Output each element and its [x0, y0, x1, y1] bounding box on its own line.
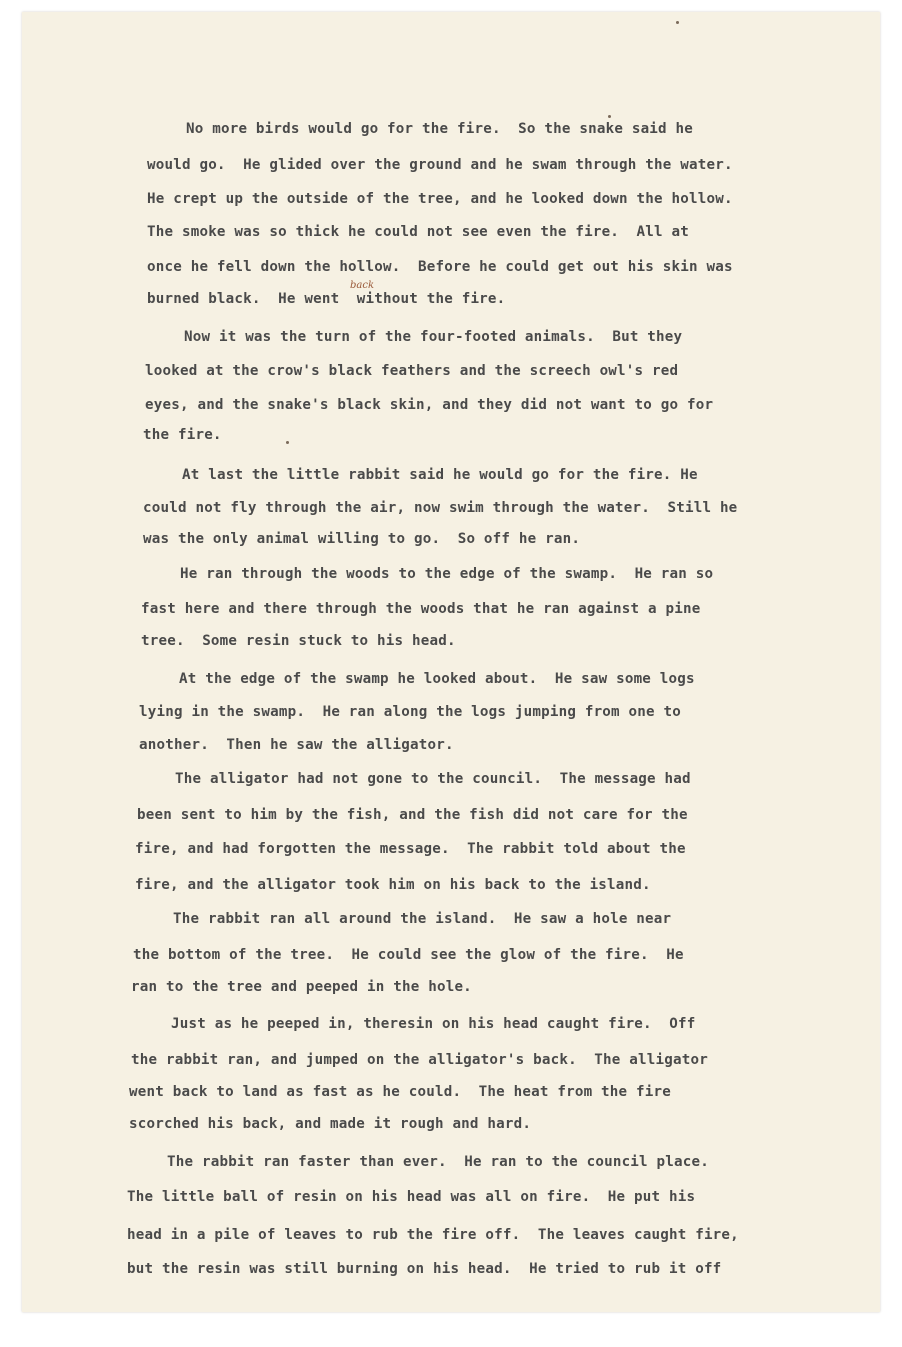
- text-line: No more birds would go for the fire. So the snake said he: [186, 121, 694, 137]
- text-line: lying in the swamp. He ran along the logs jumping from one to: [139, 704, 681, 720]
- text-line: would go. He glided over the ground and he swam through the water.: [147, 157, 733, 173]
- text-line: once he fell down the hollow. Before he could get out his skin was: [147, 259, 733, 275]
- paper-speck: [608, 115, 611, 118]
- text-line: He ran through the woods to the edge of the swamp. He ran so: [180, 566, 714, 582]
- text-line: ran to the tree and peeped in the hole.: [131, 979, 472, 995]
- text-line: The rabbit ran faster than ever. He ran to the council place.: [167, 1154, 709, 1170]
- text-line: was the only animal willing to go. So off he ran.: [143, 531, 581, 547]
- paper-speck: [286, 441, 289, 444]
- text-line: another. Then he saw the alligator.: [139, 737, 454, 753]
- text-line: looked at the crow's black feathers and the screech owl's red: [145, 363, 679, 379]
- text-line: head in a pile of leaves to rub the fire off. The leaves caught fire,: [127, 1227, 739, 1243]
- text-line: He crept up the outside of the tree, and he looked down the hollow.: [147, 191, 733, 207]
- text-line: fire, and had forgotten the message. The rabbit told about the: [135, 841, 686, 857]
- text-line: went back to land as fast as he could. The heat from the fire: [129, 1084, 671, 1100]
- text-line: fire, and the alligator took him on his back to the island.: [135, 877, 651, 893]
- text-line: the fire.: [143, 427, 222, 443]
- text-line: eyes, and the snake's black skin, and they did not want to go for: [145, 397, 714, 413]
- text-line: burned black. He went without the fire.: [147, 291, 506, 307]
- text-line: been sent to him by the fish, and the fish did not care for the: [137, 807, 688, 823]
- paper-speck: [676, 21, 679, 24]
- text-line: fast here and there through the woods that he ran against a pine: [141, 601, 701, 617]
- text-line: The smoke was so thick he could not see even the fire. All at: [147, 224, 689, 240]
- text-line: but the resin was still burning on his head. He tried to rub it off: [127, 1261, 722, 1277]
- document-page: [22, 12, 880, 1312]
- text-line: The little ball of resin on his head was all on fire. He put his: [127, 1189, 696, 1205]
- text-line: the rabbit ran, and jumped on the alligator's back. The alligator: [131, 1052, 708, 1068]
- text-line: The alligator had not gone to the council. The message had: [175, 771, 691, 787]
- text-line: At the edge of the swamp he looked about. He saw some logs: [179, 671, 695, 687]
- text-line: the bottom of the tree. He could see the glow of the fire. He: [133, 947, 684, 963]
- text-line: At last the little rabbit said he would go for the fire. He: [182, 467, 698, 483]
- text-line: Just as he peeped in, theresin on his head caught fire. Off: [171, 1016, 696, 1032]
- text-line: could not fly through the air, now swim through the water. Still he: [143, 500, 738, 516]
- text-line: Now it was the turn of the four-footed animals. But they: [184, 329, 683, 345]
- text-line: The rabbit ran all around the island. He saw a hole near: [173, 911, 672, 927]
- text-line: scorched his back, and made it rough and hard.: [129, 1116, 532, 1132]
- text-line: tree. Some resin stuck to his head.: [141, 633, 456, 649]
- handwritten-insertion: back: [350, 280, 375, 291]
